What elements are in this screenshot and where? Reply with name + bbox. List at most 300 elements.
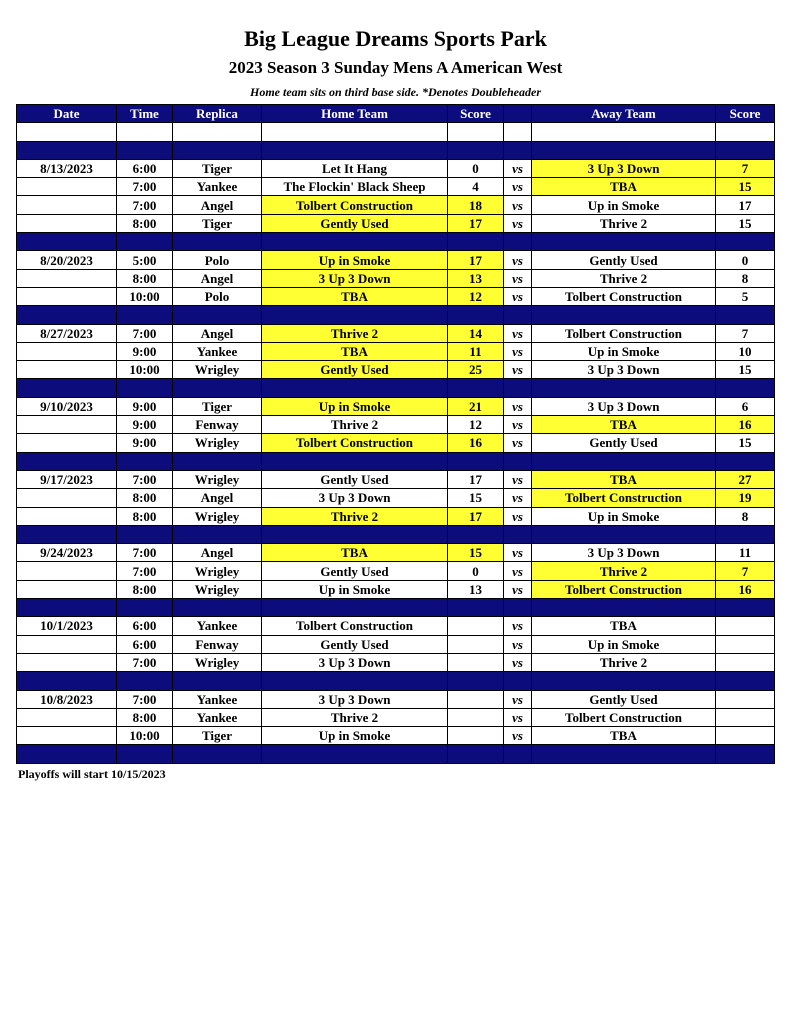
empty-cell bbox=[532, 599, 716, 617]
empty-cell bbox=[716, 599, 775, 617]
vs-label: vs bbox=[504, 287, 532, 305]
game-row bbox=[17, 562, 775, 580]
game-time: 8:00 bbox=[117, 489, 173, 507]
home-score: 11 bbox=[448, 342, 504, 360]
vs-label: vs bbox=[504, 727, 532, 745]
empty-cell bbox=[173, 745, 262, 763]
game-row bbox=[17, 470, 775, 488]
away-team: Thrive 2 bbox=[532, 269, 716, 287]
header-away-team: Away Team bbox=[532, 105, 716, 123]
game-row bbox=[17, 507, 775, 525]
home-team: Gently Used bbox=[262, 635, 448, 653]
empty-cell bbox=[173, 452, 262, 470]
away-score bbox=[716, 653, 775, 671]
home-team: Thrive 2 bbox=[262, 507, 448, 525]
page-title: Big League Dreams Sports Park bbox=[244, 26, 547, 51]
home-team: Thrive 2 bbox=[262, 708, 448, 726]
away-team: TBA bbox=[532, 416, 716, 434]
blank-row bbox=[17, 123, 775, 141]
away-score: 19 bbox=[716, 489, 775, 507]
game-row bbox=[17, 580, 775, 598]
away-score: 6 bbox=[716, 397, 775, 415]
vs-label: vs bbox=[504, 653, 532, 671]
empty-cell bbox=[448, 379, 504, 397]
game-time: 7:00 bbox=[117, 196, 173, 214]
vs-label: vs bbox=[504, 580, 532, 598]
vs-label: vs bbox=[504, 544, 532, 562]
game-date: 9/17/2023 bbox=[17, 470, 117, 488]
home-team: Up in Smoke bbox=[262, 580, 448, 598]
empty-cell bbox=[504, 745, 532, 763]
page-subtitle: 2023 Season 3 Sunday Mens A American West bbox=[228, 58, 563, 77]
game-date bbox=[17, 178, 117, 196]
away-team: Gently Used bbox=[532, 690, 716, 708]
empty-cell bbox=[716, 233, 775, 251]
game-replica: Angel bbox=[173, 196, 262, 214]
game-time: 7:00 bbox=[117, 470, 173, 488]
away-score: 0 bbox=[716, 251, 775, 269]
game-row bbox=[17, 324, 775, 342]
empty-cell bbox=[17, 379, 117, 397]
home-team: The Flockin' Black Sheep bbox=[262, 178, 448, 196]
game-date bbox=[17, 361, 117, 379]
game-time: 7:00 bbox=[117, 690, 173, 708]
vs-label: vs bbox=[504, 434, 532, 452]
separator-row bbox=[17, 525, 775, 543]
game-row bbox=[17, 159, 775, 177]
game-row bbox=[17, 708, 775, 726]
vs-label: vs bbox=[504, 562, 532, 580]
game-replica: Wrigley bbox=[173, 653, 262, 671]
empty-cell bbox=[716, 379, 775, 397]
empty-cell bbox=[117, 233, 173, 251]
away-score: 15 bbox=[716, 178, 775, 196]
home-team: TBA bbox=[262, 287, 448, 305]
game-date: 9/10/2023 bbox=[17, 397, 117, 415]
game-replica: Fenway bbox=[173, 635, 262, 653]
game-date bbox=[17, 708, 117, 726]
game-time: 7:00 bbox=[117, 544, 173, 562]
game-replica: Yankee bbox=[173, 617, 262, 635]
game-time: 8:00 bbox=[117, 214, 173, 232]
home-score: 0 bbox=[448, 562, 504, 580]
separator-row bbox=[17, 745, 775, 763]
empty-cell bbox=[448, 599, 504, 617]
away-score: 10 bbox=[716, 342, 775, 360]
game-row bbox=[17, 342, 775, 360]
empty-cell bbox=[448, 306, 504, 324]
empty-cell bbox=[448, 123, 504, 141]
separator-row bbox=[17, 306, 775, 324]
empty-cell bbox=[532, 123, 716, 141]
schedule-body bbox=[17, 123, 775, 763]
game-row bbox=[17, 251, 775, 269]
empty-cell bbox=[504, 233, 532, 251]
home-team: Up in Smoke bbox=[262, 727, 448, 745]
empty-cell bbox=[262, 233, 448, 251]
game-replica: Tiger bbox=[173, 214, 262, 232]
away-score: 7 bbox=[716, 562, 775, 580]
game-date: 8/20/2023 bbox=[17, 251, 117, 269]
game-row bbox=[17, 544, 775, 562]
home-team: Up in Smoke bbox=[262, 251, 448, 269]
vs-label: vs bbox=[504, 196, 532, 214]
game-date bbox=[17, 580, 117, 598]
empty-cell bbox=[262, 306, 448, 324]
empty-cell bbox=[262, 123, 448, 141]
vs-label: vs bbox=[504, 635, 532, 653]
home-score: 17 bbox=[448, 251, 504, 269]
game-time: 6:00 bbox=[117, 635, 173, 653]
empty-cell bbox=[17, 123, 117, 141]
home-score: 0 bbox=[448, 159, 504, 177]
away-team: Thrive 2 bbox=[532, 214, 716, 232]
game-replica: Angel bbox=[173, 324, 262, 342]
vs-label: vs bbox=[504, 342, 532, 360]
empty-cell bbox=[173, 306, 262, 324]
separator-row bbox=[17, 599, 775, 617]
empty-cell bbox=[716, 306, 775, 324]
home-score bbox=[448, 708, 504, 726]
home-team: TBA bbox=[262, 342, 448, 360]
empty-cell bbox=[17, 452, 117, 470]
game-time: 7:00 bbox=[117, 653, 173, 671]
empty-cell bbox=[262, 141, 448, 159]
separator-row bbox=[17, 452, 775, 470]
game-row bbox=[17, 489, 775, 507]
empty-cell bbox=[117, 379, 173, 397]
game-time: 9:00 bbox=[117, 342, 173, 360]
game-date: 9/24/2023 bbox=[17, 544, 117, 562]
game-date bbox=[17, 416, 117, 434]
home-score: 14 bbox=[448, 324, 504, 342]
game-replica: Wrigley bbox=[173, 580, 262, 598]
game-row bbox=[17, 416, 775, 434]
home-team: TBA bbox=[262, 544, 448, 562]
game-time: 7:00 bbox=[117, 324, 173, 342]
away-score: 7 bbox=[716, 159, 775, 177]
away-team: Tolbert Construction bbox=[532, 580, 716, 598]
empty-cell bbox=[17, 141, 117, 159]
away-score: 8 bbox=[716, 507, 775, 525]
game-date bbox=[17, 196, 117, 214]
empty-cell bbox=[504, 599, 532, 617]
away-score: 7 bbox=[716, 324, 775, 342]
home-score: 13 bbox=[448, 580, 504, 598]
game-time: 7:00 bbox=[117, 178, 173, 196]
game-date: 10/1/2023 bbox=[17, 617, 117, 635]
game-row bbox=[17, 178, 775, 196]
game-date: 8/27/2023 bbox=[17, 324, 117, 342]
game-row bbox=[17, 434, 775, 452]
empty-cell bbox=[17, 745, 117, 763]
vs-label: vs bbox=[504, 269, 532, 287]
header-away-score: Score bbox=[716, 105, 775, 123]
separator-row bbox=[17, 141, 775, 159]
vs-label: vs bbox=[504, 324, 532, 342]
separator-row bbox=[17, 379, 775, 397]
empty-cell bbox=[504, 306, 532, 324]
vs-label: vs bbox=[504, 178, 532, 196]
empty-cell bbox=[504, 672, 532, 690]
playoffs-note: Playoffs will start 10/15/2023 bbox=[18, 767, 166, 781]
game-replica: Wrigley bbox=[173, 507, 262, 525]
empty-cell bbox=[262, 672, 448, 690]
away-score: 15 bbox=[716, 434, 775, 452]
game-row bbox=[17, 617, 775, 635]
away-score: 11 bbox=[716, 544, 775, 562]
empty-cell bbox=[532, 233, 716, 251]
home-score: 17 bbox=[448, 507, 504, 525]
empty-cell bbox=[532, 525, 716, 543]
empty-cell bbox=[17, 599, 117, 617]
away-team: 3 Up 3 Down bbox=[532, 159, 716, 177]
game-replica: Yankee bbox=[173, 342, 262, 360]
separator-row bbox=[17, 672, 775, 690]
away-team: Tolbert Construction bbox=[532, 287, 716, 305]
game-time: 6:00 bbox=[117, 617, 173, 635]
away-score bbox=[716, 708, 775, 726]
game-time: 10:00 bbox=[117, 287, 173, 305]
vs-label: vs bbox=[504, 361, 532, 379]
empty-cell bbox=[504, 525, 532, 543]
empty-cell bbox=[448, 745, 504, 763]
away-score: 5 bbox=[716, 287, 775, 305]
home-team: 3 Up 3 Down bbox=[262, 653, 448, 671]
empty-cell bbox=[173, 379, 262, 397]
away-score bbox=[716, 690, 775, 708]
home-team: 3 Up 3 Down bbox=[262, 269, 448, 287]
home-score bbox=[448, 653, 504, 671]
header-time: Time bbox=[117, 105, 173, 123]
game-replica: Angel bbox=[173, 544, 262, 562]
vs-label: vs bbox=[504, 617, 532, 635]
empty-cell bbox=[17, 306, 117, 324]
game-replica: Polo bbox=[173, 251, 262, 269]
away-team: Tolbert Construction bbox=[532, 708, 716, 726]
vs-label: vs bbox=[504, 397, 532, 415]
home-team: 3 Up 3 Down bbox=[262, 489, 448, 507]
empty-cell bbox=[117, 452, 173, 470]
away-score: 16 bbox=[716, 580, 775, 598]
empty-cell bbox=[17, 233, 117, 251]
header-home-team: Home Team bbox=[262, 105, 448, 123]
away-score: 16 bbox=[716, 416, 775, 434]
home-score: 4 bbox=[448, 178, 504, 196]
empty-cell bbox=[173, 141, 262, 159]
game-replica: Tiger bbox=[173, 727, 262, 745]
empty-cell bbox=[173, 672, 262, 690]
game-time: 8:00 bbox=[117, 269, 173, 287]
game-replica: Yankee bbox=[173, 690, 262, 708]
game-date bbox=[17, 342, 117, 360]
home-team: 3 Up 3 Down bbox=[262, 690, 448, 708]
empty-cell bbox=[716, 141, 775, 159]
away-team: TBA bbox=[532, 617, 716, 635]
home-team: Gently Used bbox=[262, 361, 448, 379]
game-replica: Angel bbox=[173, 269, 262, 287]
game-time: 5:00 bbox=[117, 251, 173, 269]
empty-cell bbox=[117, 306, 173, 324]
empty-cell bbox=[716, 745, 775, 763]
away-score bbox=[716, 617, 775, 635]
empty-cell bbox=[117, 141, 173, 159]
home-team: Tolbert Construction bbox=[262, 617, 448, 635]
empty-cell bbox=[117, 672, 173, 690]
empty-cell bbox=[532, 452, 716, 470]
empty-cell bbox=[532, 306, 716, 324]
away-team: Up in Smoke bbox=[532, 507, 716, 525]
away-score: 15 bbox=[716, 214, 775, 232]
game-time: 8:00 bbox=[117, 580, 173, 598]
away-team: Thrive 2 bbox=[532, 562, 716, 580]
vs-label: vs bbox=[504, 251, 532, 269]
empty-cell bbox=[173, 599, 262, 617]
away-team: Gently Used bbox=[532, 434, 716, 452]
game-date: 10/8/2023 bbox=[17, 690, 117, 708]
game-date bbox=[17, 489, 117, 507]
vs-label: vs bbox=[504, 507, 532, 525]
home-score: 13 bbox=[448, 269, 504, 287]
game-time: 8:00 bbox=[117, 708, 173, 726]
game-date bbox=[17, 269, 117, 287]
vs-label: vs bbox=[504, 708, 532, 726]
game-date bbox=[17, 635, 117, 653]
away-team: Tolbert Construction bbox=[532, 324, 716, 342]
home-score: 25 bbox=[448, 361, 504, 379]
home-score: 18 bbox=[448, 196, 504, 214]
away-team: TBA bbox=[532, 178, 716, 196]
game-row bbox=[17, 361, 775, 379]
away-team: Up in Smoke bbox=[532, 196, 716, 214]
header-replica: Replica bbox=[173, 105, 262, 123]
game-replica: Yankee bbox=[173, 708, 262, 726]
empty-cell bbox=[448, 233, 504, 251]
game-date bbox=[17, 562, 117, 580]
empty-cell bbox=[262, 745, 448, 763]
home-score: 16 bbox=[448, 434, 504, 452]
vs-label: vs bbox=[504, 690, 532, 708]
game-replica: Wrigley bbox=[173, 562, 262, 580]
home-score bbox=[448, 617, 504, 635]
home-score bbox=[448, 635, 504, 653]
empty-cell bbox=[504, 141, 532, 159]
empty-cell bbox=[504, 123, 532, 141]
empty-cell bbox=[448, 525, 504, 543]
vs-label: vs bbox=[504, 416, 532, 434]
game-replica: Yankee bbox=[173, 178, 262, 196]
separator-row bbox=[17, 233, 775, 251]
game-row bbox=[17, 269, 775, 287]
empty-cell bbox=[532, 141, 716, 159]
home-score: 12 bbox=[448, 287, 504, 305]
game-row bbox=[17, 214, 775, 232]
empty-cell bbox=[17, 672, 117, 690]
home-score: 15 bbox=[448, 544, 504, 562]
empty-cell bbox=[262, 379, 448, 397]
empty-cell bbox=[262, 525, 448, 543]
away-team: Up in Smoke bbox=[532, 342, 716, 360]
away-team: Gently Used bbox=[532, 251, 716, 269]
empty-cell bbox=[117, 599, 173, 617]
home-team: Up in Smoke bbox=[262, 397, 448, 415]
home-score: 21 bbox=[448, 397, 504, 415]
home-team: Gently Used bbox=[262, 214, 448, 232]
away-team: Tolbert Construction bbox=[532, 489, 716, 507]
vs-label: vs bbox=[504, 489, 532, 507]
away-team: TBA bbox=[532, 470, 716, 488]
home-team: Thrive 2 bbox=[262, 416, 448, 434]
away-score: 8 bbox=[716, 269, 775, 287]
game-time: 9:00 bbox=[117, 434, 173, 452]
game-row bbox=[17, 727, 775, 745]
away-team: 3 Up 3 Down bbox=[532, 397, 716, 415]
game-date: 8/13/2023 bbox=[17, 159, 117, 177]
game-row bbox=[17, 653, 775, 671]
empty-cell bbox=[716, 123, 775, 141]
game-date bbox=[17, 214, 117, 232]
game-date bbox=[17, 507, 117, 525]
away-team: Up in Smoke bbox=[532, 635, 716, 653]
home-score: 17 bbox=[448, 214, 504, 232]
away-score: 27 bbox=[716, 470, 775, 488]
vs-label: vs bbox=[504, 214, 532, 232]
away-team: Thrive 2 bbox=[532, 653, 716, 671]
game-replica: Polo bbox=[173, 287, 262, 305]
empty-cell bbox=[173, 123, 262, 141]
game-time: 10:00 bbox=[117, 727, 173, 745]
game-replica: Tiger bbox=[173, 397, 262, 415]
empty-cell bbox=[716, 672, 775, 690]
game-time: 8:00 bbox=[117, 507, 173, 525]
game-row bbox=[17, 287, 775, 305]
home-team: Thrive 2 bbox=[262, 324, 448, 342]
game-date bbox=[17, 727, 117, 745]
game-time: 9:00 bbox=[117, 397, 173, 415]
empty-cell bbox=[262, 599, 448, 617]
game-time: 9:00 bbox=[117, 416, 173, 434]
empty-cell bbox=[117, 123, 173, 141]
away-score bbox=[716, 727, 775, 745]
vs-label: vs bbox=[504, 470, 532, 488]
away-score: 15 bbox=[716, 361, 775, 379]
game-row bbox=[17, 635, 775, 653]
empty-cell bbox=[448, 672, 504, 690]
home-team: Tolbert Construction bbox=[262, 196, 448, 214]
empty-cell bbox=[117, 525, 173, 543]
home-score: 12 bbox=[448, 416, 504, 434]
empty-cell bbox=[532, 379, 716, 397]
game-replica: Fenway bbox=[173, 416, 262, 434]
away-team: TBA bbox=[532, 727, 716, 745]
home-team: Let It Hang bbox=[262, 159, 448, 177]
game-row bbox=[17, 397, 775, 415]
home-score bbox=[448, 690, 504, 708]
header-home-score: Score bbox=[448, 105, 504, 123]
game-row bbox=[17, 196, 775, 214]
game-date bbox=[17, 434, 117, 452]
game-time: 7:00 bbox=[117, 562, 173, 580]
empty-cell bbox=[448, 452, 504, 470]
empty-cell bbox=[117, 745, 173, 763]
empty-cell bbox=[173, 525, 262, 543]
game-date bbox=[17, 653, 117, 671]
schedule-table bbox=[16, 104, 775, 764]
game-date bbox=[17, 287, 117, 305]
empty-cell bbox=[504, 379, 532, 397]
game-replica: Tiger bbox=[173, 159, 262, 177]
home-score: 17 bbox=[448, 470, 504, 488]
